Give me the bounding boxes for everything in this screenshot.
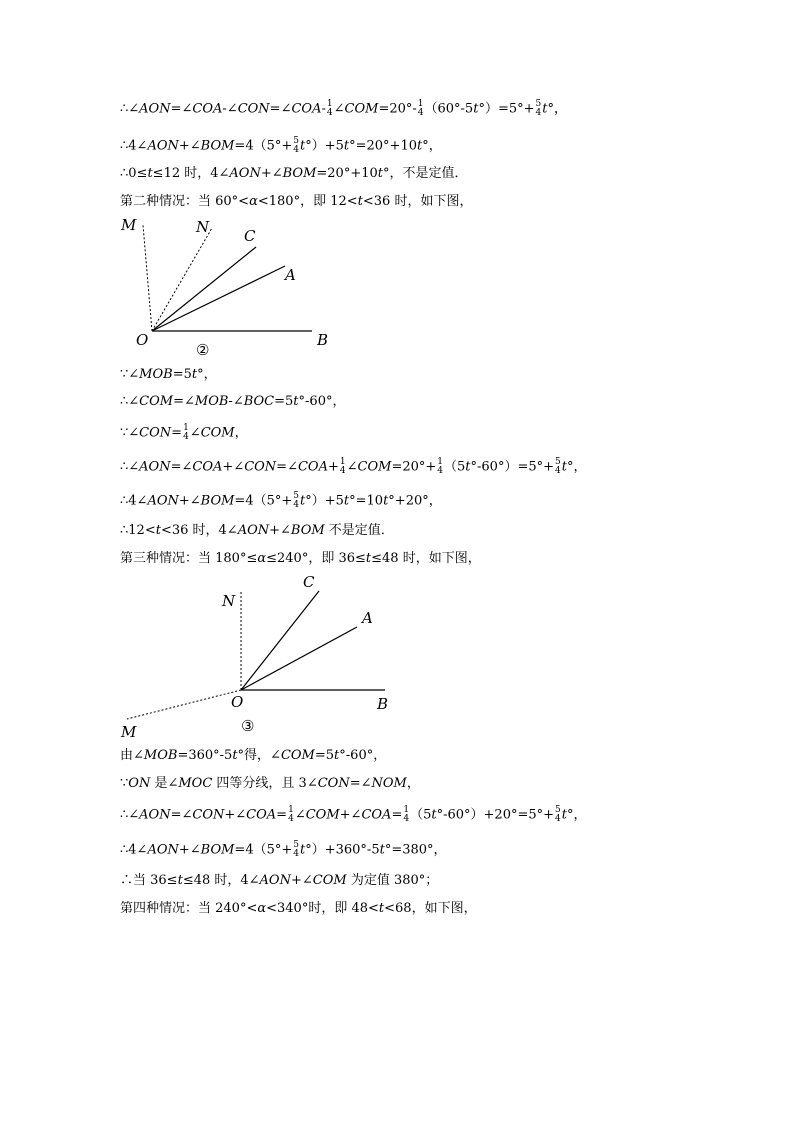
label-m: M xyxy=(121,723,137,741)
label-b: B xyxy=(377,695,389,713)
label-c: C xyxy=(303,573,315,591)
text-line-13: ∵ON 是∠MOC 四等分线，且 3∠CON=∠NOM， xyxy=(120,776,420,791)
text-line-9: ∴4∠AON+∠BOM=4（5°+ 5 4 t°）+5t°=10t°+20°， xyxy=(120,491,442,510)
label-o: O xyxy=(231,693,244,711)
ray-oa xyxy=(241,627,357,690)
label-o: O xyxy=(136,331,149,349)
label-c: C xyxy=(244,227,256,245)
text-line-15: ∴4∠AON+∠BOM=4（5°+ 5 4 t°）+360°-5t°=380°， xyxy=(120,840,447,859)
ray-oc xyxy=(241,591,319,690)
text-line-17: 第四种情况：当 240°<α<340°时，即 48<t<68，如下图， xyxy=(120,901,477,916)
label-m: M xyxy=(121,216,137,234)
ray-om xyxy=(127,690,244,719)
text-line-2: ∴4∠AON+∠BOM=4（5°+ 5 4 t°）+5t°=20°+10t°， xyxy=(120,136,442,155)
figure-number: ③ xyxy=(241,717,255,735)
label-a: A xyxy=(362,609,373,627)
text-line-3: ∴0≤t≤12 时，4∠AON+∠BOM=20°+10t°，不是定值． xyxy=(120,166,468,181)
text-line-7: ∵∠CON= 1 4 ∠COM， xyxy=(120,423,248,442)
label-a: A xyxy=(285,266,296,284)
text-line-5: ∵∠MOB=5t°， xyxy=(120,367,217,382)
label-n: N xyxy=(222,592,236,610)
text-line-1: ∴∠AON=∠COA-∠CON=∠COA- 1 4 ∠COM=20°- 1 4 （60°-5t°）=5°+ 5 4 t°， xyxy=(120,99,567,118)
label-n: N xyxy=(196,218,210,236)
text-line-11: 第三种情况：当 180°≤α≤240°，即 36≤t≤48 时，如下图， xyxy=(120,551,481,566)
text-line-16: ∴当 36≤t≤48 时，4∠AON+∠COM 为定值 380°； xyxy=(120,873,439,888)
text-line-8: ∴∠AON=∠COA+∠CON=∠COA+ 1 4 ∠COM=20°+ 1 4 （5t°-60°）=5°+ 5 4 t°， xyxy=(120,457,587,476)
text-line-6: ∴∠COM=∠MOB-∠BOC=5t°-60°， xyxy=(120,394,346,409)
figure-number: ② xyxy=(196,341,210,359)
text-line-4: 第二种情况：当 60°<α<180°，即 12<t<36 时，如下图， xyxy=(120,194,473,209)
text-line-12: 由∠MOB=360°-5t°得，∠COM=5t°-60°， xyxy=(120,748,387,763)
text-line-10: ∴12<t<36 时，4∠AON+∠BOM 不是定值． xyxy=(120,523,394,538)
text-line-14: ∴∠AON=∠CON+∠COA= 1 4 ∠COM+∠COA= 1 4 （5t°-60°）+20°=5°+ 5 4 t°， xyxy=(120,805,587,824)
label-b: B xyxy=(317,331,329,349)
